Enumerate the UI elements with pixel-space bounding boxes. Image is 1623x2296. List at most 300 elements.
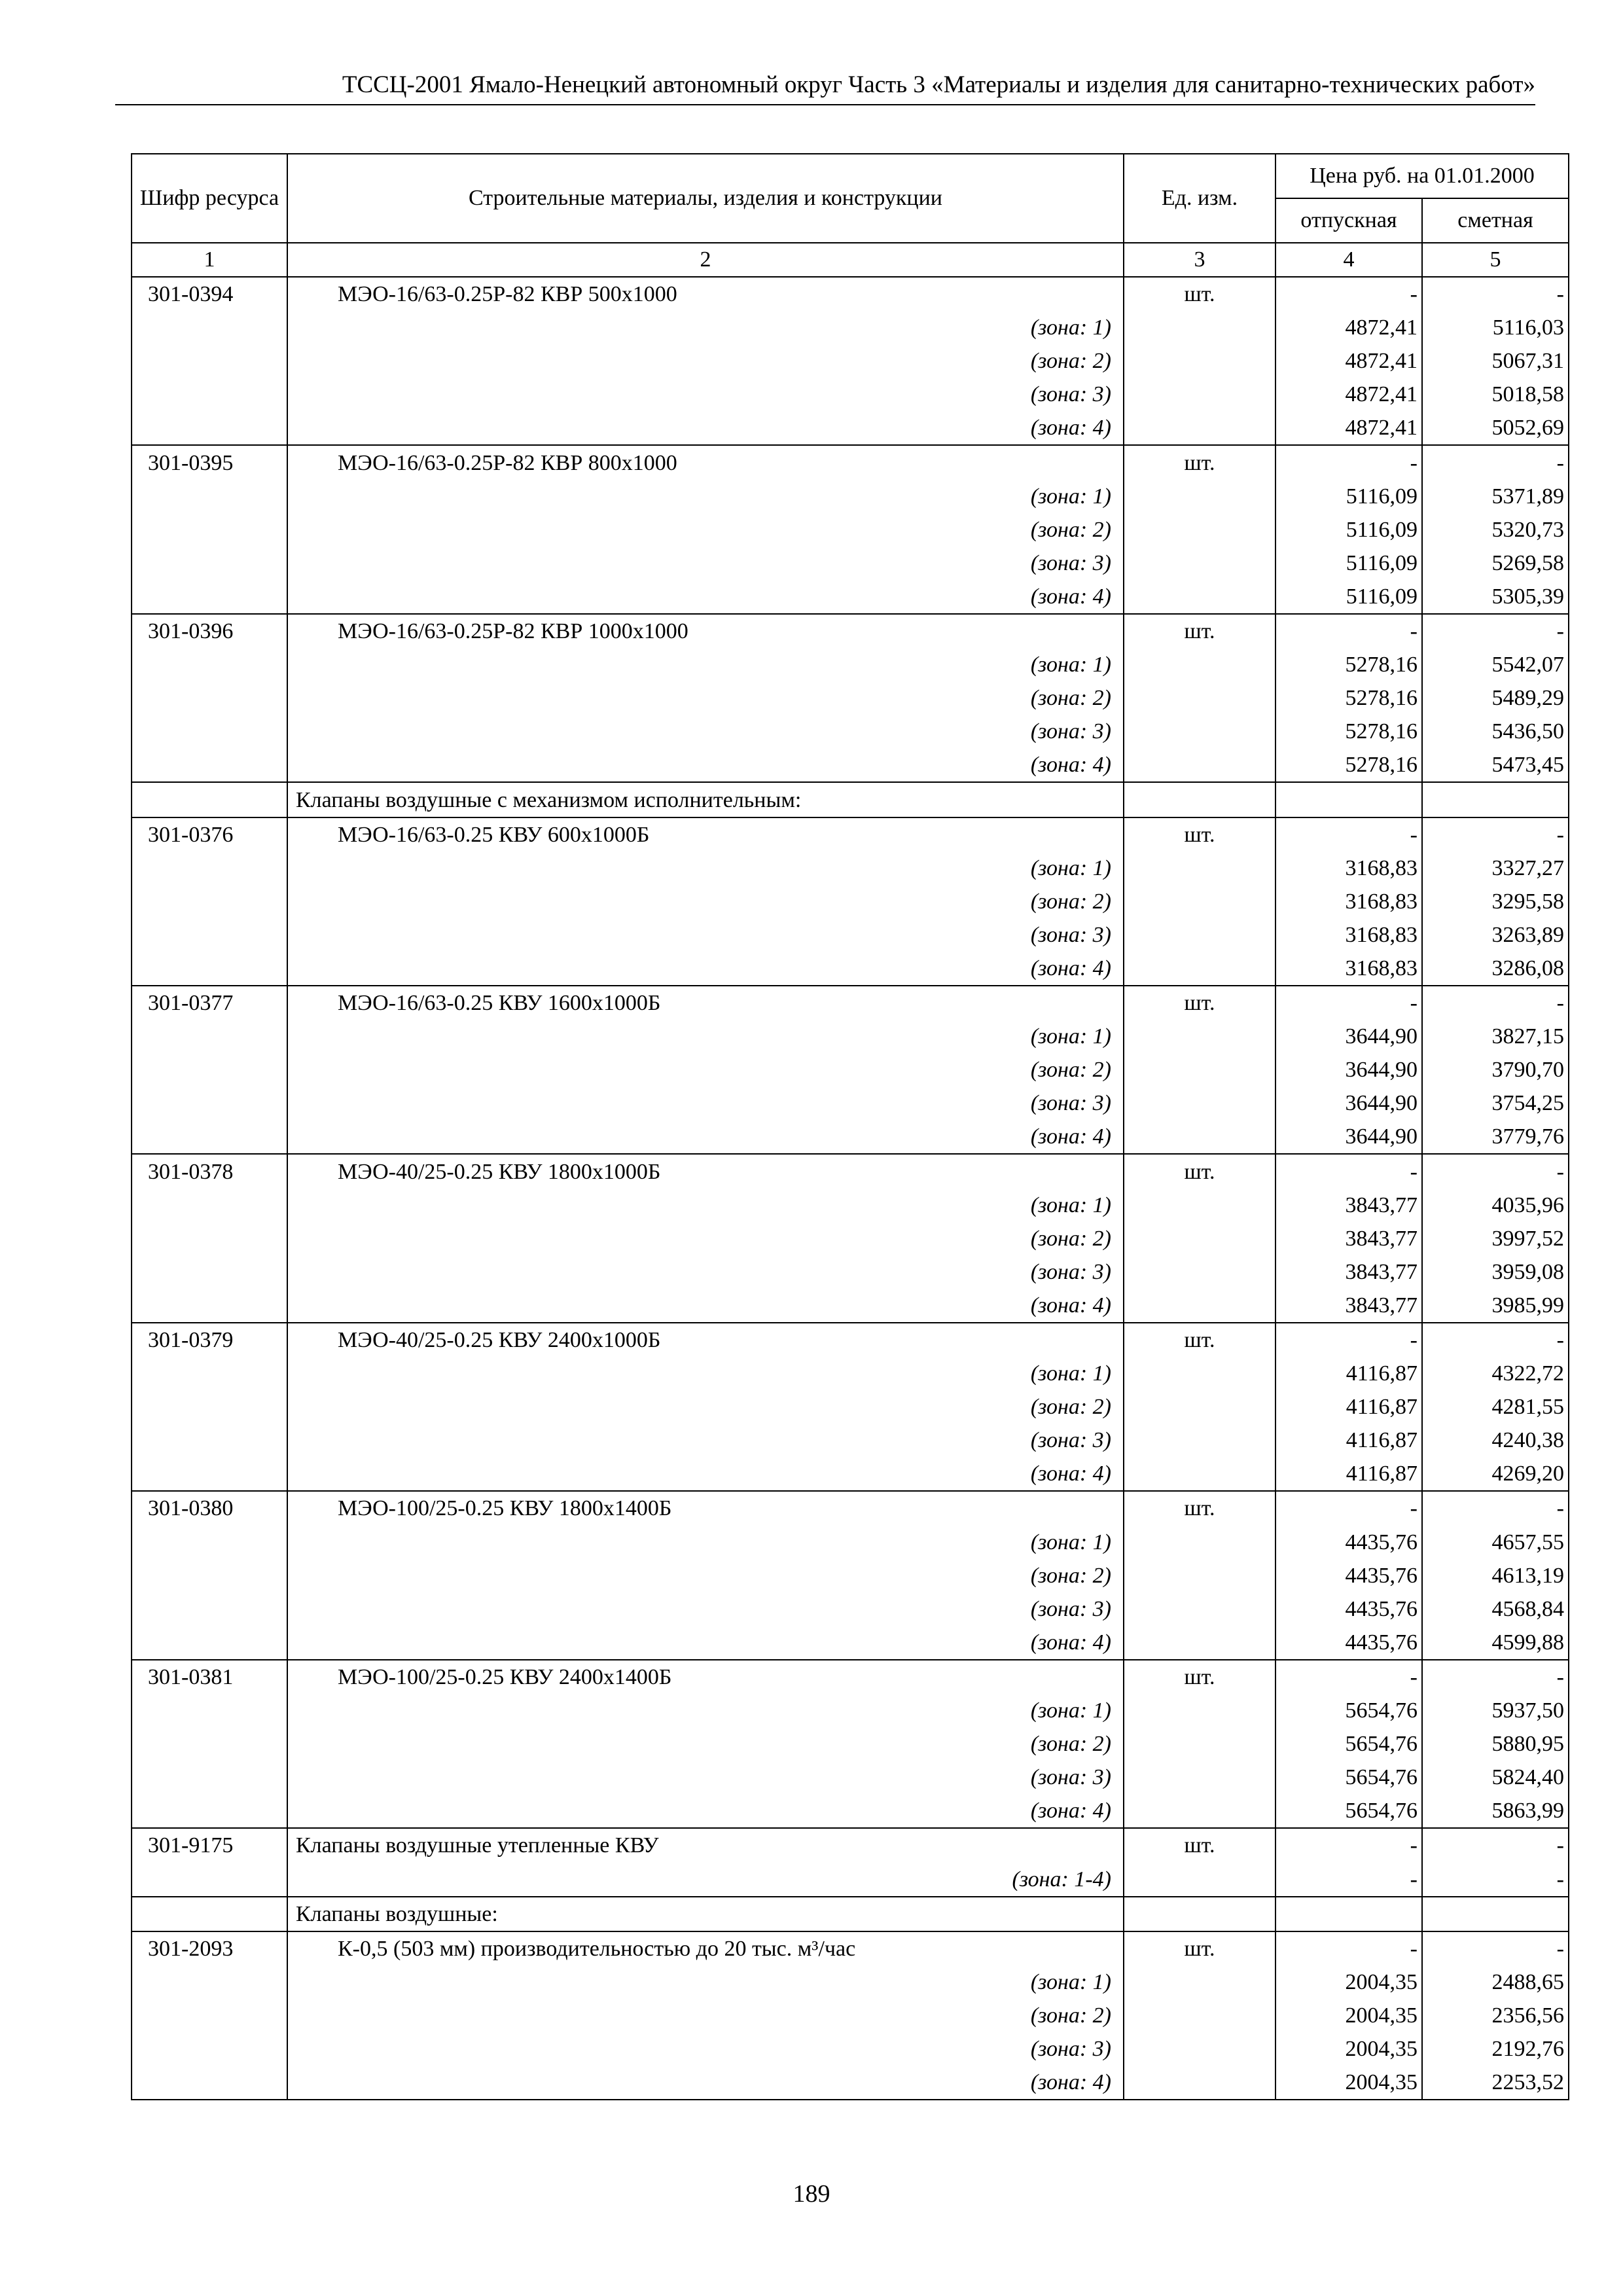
zone-row bbox=[132, 1626, 1569, 1660]
zone-unit-cell bbox=[1124, 885, 1275, 918]
zone-row bbox=[132, 311, 1569, 344]
release-price: - bbox=[1275, 1931, 1422, 1965]
release-price: 3644,90 bbox=[1275, 1020, 1422, 1053]
zone-label: (зона: 2) bbox=[287, 344, 1124, 378]
zone-unit-cell bbox=[1124, 411, 1275, 445]
page-number: 189 bbox=[793, 2180, 830, 2208]
table-row bbox=[132, 986, 1569, 1020]
zone-unit-cell bbox=[1124, 1965, 1275, 1999]
estimate-price: 4240,38 bbox=[1422, 1424, 1569, 1457]
zone-row bbox=[132, 885, 1569, 918]
estimate-price: 4269,20 bbox=[1422, 1457, 1569, 1491]
resource-name: МЭО-40/25-0.25 КВУ 2400x1000Б bbox=[287, 1323, 1124, 1357]
zone-label: (зона: 2) bbox=[287, 1727, 1124, 1761]
release-price: 5654,76 bbox=[1275, 1727, 1422, 1761]
zone-code-cell bbox=[132, 681, 287, 715]
estimate-price: 5018,58 bbox=[1422, 378, 1569, 411]
column-header-unit: Ед. изм. bbox=[1124, 154, 1275, 243]
resource-name: МЭО-16/63-0.25Р-82 КВР 1000x1000 bbox=[287, 614, 1124, 648]
zone-label: (зона: 3) bbox=[287, 1592, 1124, 1626]
zone-unit-cell bbox=[1124, 1694, 1275, 1727]
unit-cell: шт. bbox=[1124, 445, 1275, 479]
zone-code-cell bbox=[132, 1120, 287, 1154]
resource-code: 301-0380 bbox=[132, 1491, 287, 1525]
zone-code-cell bbox=[132, 1999, 287, 2032]
zone-label: (зона: 4) bbox=[287, 2066, 1124, 2100]
release-price: 3168,83 bbox=[1275, 852, 1422, 885]
release-price: 4116,87 bbox=[1275, 1390, 1422, 1424]
zone-code-cell bbox=[132, 648, 287, 681]
zone-label: (зона: 3) bbox=[287, 1086, 1124, 1120]
zone-unit-cell bbox=[1124, 1761, 1275, 1794]
price-table bbox=[131, 153, 1569, 2100]
estimate-price: - bbox=[1422, 986, 1569, 1020]
column-number: 1 bbox=[132, 243, 287, 277]
zone-code-cell bbox=[132, 1727, 287, 1761]
estimate-price: 4035,96 bbox=[1422, 1189, 1569, 1222]
zone-unit-cell bbox=[1124, 1255, 1275, 1289]
column-header-code: Шифр ресурса bbox=[132, 154, 287, 243]
zone-unit-cell bbox=[1124, 378, 1275, 411]
zone-row bbox=[132, 715, 1569, 748]
column-number: 4 bbox=[1275, 243, 1422, 277]
estimate-price: 5269,58 bbox=[1422, 547, 1569, 580]
zone-unit-cell bbox=[1124, 1626, 1275, 1660]
zone-code-cell bbox=[132, 1761, 287, 1794]
estimate-price: 3327,27 bbox=[1422, 852, 1569, 885]
zone-code-cell bbox=[132, 411, 287, 445]
resource-code: 301-0395 bbox=[132, 445, 287, 479]
zone-label: (зона: 4) bbox=[287, 1289, 1124, 1323]
release-price: 3644,90 bbox=[1275, 1086, 1422, 1120]
zone-code-cell bbox=[132, 748, 287, 782]
release-price: 4872,41 bbox=[1275, 344, 1422, 378]
zone-label: (зона: 2) bbox=[287, 681, 1124, 715]
release-price: - bbox=[1275, 1828, 1422, 1862]
estimate-price: 2253,52 bbox=[1422, 2066, 1569, 2100]
zone-label: (зона: 3) bbox=[287, 378, 1124, 411]
estimate-price: - bbox=[1422, 1931, 1569, 1965]
estimate-price: 3286,08 bbox=[1422, 952, 1569, 986]
release-price: 2004,35 bbox=[1275, 1965, 1422, 1999]
estimate-price: 2488,65 bbox=[1422, 1965, 1569, 1999]
zone-label: (зона: 2) bbox=[287, 1222, 1124, 1255]
zone-unit-cell bbox=[1124, 344, 1275, 378]
zone-code-cell bbox=[132, 852, 287, 885]
zone-unit-cell bbox=[1124, 1424, 1275, 1457]
zone-code-cell bbox=[132, 1189, 287, 1222]
zone-unit-cell bbox=[1124, 1559, 1275, 1592]
zone-label: (зона: 3) bbox=[287, 1424, 1124, 1457]
resource-name: МЭО-100/25-0.25 КВУ 2400x1400Б bbox=[287, 1660, 1124, 1694]
release-price: 4435,76 bbox=[1275, 1559, 1422, 1592]
estimate-price: 5824,40 bbox=[1422, 1761, 1569, 1794]
zone-row bbox=[132, 1020, 1569, 1053]
zone-unit-cell bbox=[1124, 2066, 1275, 2100]
resource-code: 301-2093 bbox=[132, 1931, 287, 1965]
release-price: - bbox=[1275, 817, 1422, 852]
estimate-price: 5116,03 bbox=[1422, 311, 1569, 344]
zone-label: (зона: 4) bbox=[287, 1626, 1124, 1660]
zone-label: (зона: 2) bbox=[287, 1053, 1124, 1086]
resource-code: 301-0396 bbox=[132, 614, 287, 648]
zone-row bbox=[132, 748, 1569, 782]
zone-label: (зона: 2) bbox=[287, 885, 1124, 918]
release-price: 5654,76 bbox=[1275, 1761, 1422, 1794]
group-release-cell bbox=[1275, 1897, 1422, 1931]
zone-code-cell bbox=[132, 1626, 287, 1660]
release-price: 3843,77 bbox=[1275, 1255, 1422, 1289]
release-price: - bbox=[1275, 445, 1422, 479]
estimate-price: 3754,25 bbox=[1422, 1086, 1569, 1120]
zone-row bbox=[132, 2066, 1569, 2100]
release-price: 3168,83 bbox=[1275, 952, 1422, 986]
estimate-price: - bbox=[1422, 1323, 1569, 1357]
column-header-name: Строительные материалы, изделия и конструкции bbox=[287, 154, 1124, 243]
release-price: 3644,90 bbox=[1275, 1120, 1422, 1154]
release-price: 5116,09 bbox=[1275, 480, 1422, 513]
zone-row bbox=[132, 918, 1569, 952]
table-row bbox=[132, 445, 1569, 479]
zone-code-cell bbox=[132, 513, 287, 547]
zone-unit-cell bbox=[1124, 1053, 1275, 1086]
unit-cell: шт. bbox=[1124, 1931, 1275, 1965]
zone-row bbox=[132, 1390, 1569, 1424]
estimate-price: 4599,88 bbox=[1422, 1626, 1569, 1660]
zone-label: (зона: 1) bbox=[287, 1020, 1124, 1053]
zone-code-cell bbox=[132, 952, 287, 986]
release-price: 2004,35 bbox=[1275, 2032, 1422, 2066]
zone-unit-cell bbox=[1124, 1862, 1275, 1896]
resource-code: 301-0377 bbox=[132, 986, 287, 1020]
zone-code-cell bbox=[132, 1086, 287, 1120]
zone-unit-cell bbox=[1124, 311, 1275, 344]
estimate-price: 5937,50 bbox=[1422, 1694, 1569, 1727]
zone-label: (зона: 3) bbox=[287, 1761, 1124, 1794]
release-price: 5116,09 bbox=[1275, 580, 1422, 614]
zone-row bbox=[132, 1086, 1569, 1120]
zone-code-cell bbox=[132, 1289, 287, 1323]
table-row bbox=[132, 1491, 1569, 1525]
unit-cell: шт. bbox=[1124, 1828, 1275, 1862]
zone-row bbox=[132, 1053, 1569, 1086]
zone-label: (зона: 1) bbox=[287, 311, 1124, 344]
estimate-price: 2192,76 bbox=[1422, 2032, 1569, 2066]
unit-cell: шт. bbox=[1124, 1323, 1275, 1357]
table-row bbox=[132, 1828, 1569, 1862]
release-price: 5116,09 bbox=[1275, 547, 1422, 580]
resource-code: 301-0379 bbox=[132, 1323, 287, 1357]
column-header-release: отпускная bbox=[1275, 198, 1422, 243]
zone-code-cell bbox=[132, 580, 287, 614]
column-number: 2 bbox=[287, 243, 1124, 277]
estimate-price: - bbox=[1422, 817, 1569, 852]
zone-label: (зона: 4) bbox=[287, 1120, 1124, 1154]
zone-row bbox=[132, 344, 1569, 378]
zone-row bbox=[132, 1357, 1569, 1390]
zone-code-cell bbox=[132, 1390, 287, 1424]
table-row bbox=[132, 1660, 1569, 1694]
zone-unit-cell bbox=[1124, 1289, 1275, 1323]
release-price: 3168,83 bbox=[1275, 918, 1422, 952]
estimate-price: - bbox=[1422, 1660, 1569, 1694]
table-header bbox=[132, 154, 1569, 277]
unit-cell: шт. bbox=[1124, 1491, 1275, 1525]
release-price: 4435,76 bbox=[1275, 1592, 1422, 1626]
zone-code-cell bbox=[132, 715, 287, 748]
resource-name: МЭО-40/25-0.25 КВУ 1800x1000Б bbox=[287, 1154, 1124, 1188]
table-row bbox=[132, 1323, 1569, 1357]
release-price: - bbox=[1275, 1154, 1422, 1188]
table-body bbox=[132, 277, 1569, 2100]
zone-label: (зона: 1) bbox=[287, 852, 1124, 885]
release-price: 5278,16 bbox=[1275, 681, 1422, 715]
zone-code-cell bbox=[132, 1020, 287, 1053]
unit-cell: шт. bbox=[1124, 1660, 1275, 1694]
release-price: 3843,77 bbox=[1275, 1289, 1422, 1323]
release-price: 4872,41 bbox=[1275, 311, 1422, 344]
group-unit-cell bbox=[1124, 1897, 1275, 1931]
zone-row bbox=[132, 1222, 1569, 1255]
zone-code-cell bbox=[132, 885, 287, 918]
zone-unit-cell bbox=[1124, 715, 1275, 748]
zone-row bbox=[132, 513, 1569, 547]
resource-name: Клапаны воздушные утепленные КВУ bbox=[287, 1828, 1124, 1862]
zone-unit-cell bbox=[1124, 513, 1275, 547]
estimate-price: 4613,19 bbox=[1422, 1559, 1569, 1592]
zone-row bbox=[132, 378, 1569, 411]
zone-row bbox=[132, 1592, 1569, 1626]
zone-unit-cell bbox=[1124, 952, 1275, 986]
resource-code: 301-0381 bbox=[132, 1660, 287, 1694]
group-release-cell bbox=[1275, 782, 1422, 817]
zone-row bbox=[132, 681, 1569, 715]
zone-code-cell bbox=[132, 311, 287, 344]
release-price: - bbox=[1275, 1323, 1422, 1357]
zone-code-cell bbox=[132, 1255, 287, 1289]
estimate-price: 5863,99 bbox=[1422, 1794, 1569, 1828]
estimate-price: - bbox=[1422, 1491, 1569, 1525]
zone-row bbox=[132, 580, 1569, 614]
estimate-price: 2356,56 bbox=[1422, 1999, 1569, 2032]
table-row bbox=[132, 614, 1569, 648]
resource-name: МЭО-100/25-0.25 КВУ 1800x1400Б bbox=[287, 1491, 1124, 1525]
zone-unit-cell bbox=[1124, 1592, 1275, 1626]
zone-row bbox=[132, 648, 1569, 681]
estimate-price: 5473,45 bbox=[1422, 748, 1569, 782]
zone-code-cell bbox=[132, 1965, 287, 1999]
estimate-price: - bbox=[1422, 614, 1569, 648]
estimate-price: 5880,95 bbox=[1422, 1727, 1569, 1761]
zone-unit-cell bbox=[1124, 748, 1275, 782]
estimate-price: 3790,70 bbox=[1422, 1053, 1569, 1086]
estimate-price: 5542,07 bbox=[1422, 648, 1569, 681]
release-price: 3168,83 bbox=[1275, 885, 1422, 918]
estimate-price: 5067,31 bbox=[1422, 344, 1569, 378]
estimate-price: - bbox=[1422, 1154, 1569, 1188]
group-code-cell bbox=[132, 1897, 287, 1931]
zone-label: (зона: 3) bbox=[287, 1255, 1124, 1289]
zone-label: (зона: 4) bbox=[287, 748, 1124, 782]
zone-label: (зона: 1) bbox=[287, 1525, 1124, 1558]
zone-label: (зона: 4) bbox=[287, 952, 1124, 986]
resource-name: МЭО-16/63-0.25Р-82 КВР 800x1000 bbox=[287, 445, 1124, 479]
zone-label: (зона: 2) bbox=[287, 1999, 1124, 2032]
group-row bbox=[132, 1897, 1569, 1931]
zone-label: (зона: 2) bbox=[287, 1390, 1124, 1424]
release-price: 4435,76 bbox=[1275, 1525, 1422, 1558]
zone-code-cell bbox=[132, 547, 287, 580]
group-title: Клапаны воздушные с механизмом исполнительным: bbox=[287, 782, 1124, 817]
estimate-price: - bbox=[1422, 277, 1569, 311]
zone-unit-cell bbox=[1124, 547, 1275, 580]
release-price: 5278,16 bbox=[1275, 748, 1422, 782]
zone-row bbox=[132, 547, 1569, 580]
zone-code-cell bbox=[132, 344, 287, 378]
zone-code-cell bbox=[132, 1222, 287, 1255]
zone-label: (зона: 4) bbox=[287, 580, 1124, 614]
estimate-price: 4568,84 bbox=[1422, 1592, 1569, 1626]
table-row bbox=[132, 277, 1569, 311]
zone-unit-cell bbox=[1124, 1727, 1275, 1761]
zone-code-cell bbox=[132, 2032, 287, 2066]
zone-label: (зона: 3) bbox=[287, 547, 1124, 580]
zone-unit-cell bbox=[1124, 1390, 1275, 1424]
zone-label: (зона: 2) bbox=[287, 513, 1124, 547]
unit-cell: шт. bbox=[1124, 986, 1275, 1020]
release-price: - bbox=[1275, 1491, 1422, 1525]
zone-unit-cell bbox=[1124, 852, 1275, 885]
table-row bbox=[132, 817, 1569, 852]
zone-code-cell bbox=[132, 1457, 287, 1491]
estimate-price: 5436,50 bbox=[1422, 715, 1569, 748]
zone-unit-cell bbox=[1124, 681, 1275, 715]
zone-row bbox=[132, 480, 1569, 513]
estimate-price: 4322,72 bbox=[1422, 1357, 1569, 1390]
zone-code-cell bbox=[132, 1694, 287, 1727]
release-price: 3843,77 bbox=[1275, 1189, 1422, 1222]
release-price: 4872,41 bbox=[1275, 378, 1422, 411]
unit-cell: шт. bbox=[1124, 1154, 1275, 1188]
zone-unit-cell bbox=[1124, 1525, 1275, 1558]
zone-label: (зона: 4) bbox=[287, 411, 1124, 445]
zone-row bbox=[132, 1694, 1569, 1727]
release-price: 4116,87 bbox=[1275, 1357, 1422, 1390]
release-price: 5116,09 bbox=[1275, 513, 1422, 547]
zone-unit-cell bbox=[1124, 1794, 1275, 1828]
estimate-price: - bbox=[1422, 1828, 1569, 1862]
zone-label: (зона: 1) bbox=[287, 1965, 1124, 1999]
group-row bbox=[132, 782, 1569, 817]
estimate-price: 5320,73 bbox=[1422, 513, 1569, 547]
estimate-price: 3985,99 bbox=[1422, 1289, 1569, 1323]
zone-row bbox=[132, 1525, 1569, 1558]
group-estimate-cell bbox=[1422, 782, 1569, 817]
group-estimate-cell bbox=[1422, 1897, 1569, 1931]
table-row bbox=[132, 1931, 1569, 1965]
zone-code-cell bbox=[132, 1424, 287, 1457]
zone-row bbox=[132, 2032, 1569, 2066]
zone-unit-cell bbox=[1124, 1999, 1275, 2032]
release-price: 2004,35 bbox=[1275, 1999, 1422, 2032]
zone-unit-cell bbox=[1124, 1120, 1275, 1154]
zone-label: (зона: 1-4) bbox=[287, 1862, 1124, 1896]
zone-unit-cell bbox=[1124, 1086, 1275, 1120]
zone-label: (зона: 4) bbox=[287, 1794, 1124, 1828]
zone-label: (зона: 1) bbox=[287, 648, 1124, 681]
zone-row bbox=[132, 1794, 1569, 1828]
zone-row bbox=[132, 1424, 1569, 1457]
zone-row bbox=[132, 952, 1569, 986]
release-price: - bbox=[1275, 1862, 1422, 1896]
release-price: 2004,35 bbox=[1275, 2066, 1422, 2100]
zone-unit-cell bbox=[1124, 580, 1275, 614]
zone-unit-cell bbox=[1124, 2032, 1275, 2066]
estimate-price: 4281,55 bbox=[1422, 1390, 1569, 1424]
release-price: 4872,41 bbox=[1275, 411, 1422, 445]
estimate-price: 5371,89 bbox=[1422, 480, 1569, 513]
zone-code-cell bbox=[132, 1559, 287, 1592]
zone-code-cell bbox=[132, 1794, 287, 1828]
table-row bbox=[132, 1154, 1569, 1188]
release-price: - bbox=[1275, 614, 1422, 648]
zone-row bbox=[132, 411, 1569, 445]
zone-unit-cell bbox=[1124, 648, 1275, 681]
zone-row bbox=[132, 1189, 1569, 1222]
estimate-price: - bbox=[1422, 445, 1569, 479]
zone-label: (зона: 3) bbox=[287, 2032, 1124, 2066]
estimate-price: 3827,15 bbox=[1422, 1020, 1569, 1053]
zone-row bbox=[132, 1761, 1569, 1794]
zone-row bbox=[132, 1862, 1569, 1896]
zone-row bbox=[132, 1120, 1569, 1154]
resource-code: 301-0376 bbox=[132, 817, 287, 852]
zone-code-cell bbox=[132, 1862, 287, 1896]
zone-row bbox=[132, 1727, 1569, 1761]
zone-label: (зона: 1) bbox=[287, 1357, 1124, 1390]
resource-code: 301-0378 bbox=[132, 1154, 287, 1188]
zone-code-cell bbox=[132, 1592, 287, 1626]
zone-code-cell bbox=[132, 1357, 287, 1390]
estimate-price: 5489,29 bbox=[1422, 681, 1569, 715]
estimate-price: 3959,08 bbox=[1422, 1255, 1569, 1289]
resource-code: 301-0394 bbox=[132, 277, 287, 311]
zone-row bbox=[132, 1289, 1569, 1323]
zone-row bbox=[132, 852, 1569, 885]
resource-name: МЭО-16/63-0.25 КВУ 600x1000Б bbox=[287, 817, 1124, 852]
estimate-price: 5052,69 bbox=[1422, 411, 1569, 445]
resource-code: 301-9175 bbox=[132, 1828, 287, 1862]
zone-label: (зона: 2) bbox=[287, 1559, 1124, 1592]
estimate-price: 4657,55 bbox=[1422, 1525, 1569, 1558]
zone-unit-cell bbox=[1124, 1457, 1275, 1491]
release-price: 3644,90 bbox=[1275, 1053, 1422, 1086]
zone-row bbox=[132, 1255, 1569, 1289]
estimate-price: - bbox=[1422, 1862, 1569, 1896]
resource-name: МЭО-16/63-0.25 КВУ 1600x1000Б bbox=[287, 986, 1124, 1020]
release-price: 3843,77 bbox=[1275, 1222, 1422, 1255]
running-header: ТССЦ-2001 Ямало-Ненецкий автономный округ Часть 3 «Материалы и изделия для санитарно-технических работ» bbox=[342, 71, 1535, 98]
header-rule bbox=[115, 104, 1535, 105]
zone-code-cell bbox=[132, 918, 287, 952]
column-header-price-group: Цена руб. на 01.01.2000 bbox=[1275, 154, 1569, 198]
zone-row bbox=[132, 1965, 1569, 1999]
zone-unit-cell bbox=[1124, 1189, 1275, 1222]
zone-row bbox=[132, 1457, 1569, 1491]
zone-code-cell bbox=[132, 1053, 287, 1086]
release-price: 5278,16 bbox=[1275, 715, 1422, 748]
zone-row bbox=[132, 1999, 1569, 2032]
